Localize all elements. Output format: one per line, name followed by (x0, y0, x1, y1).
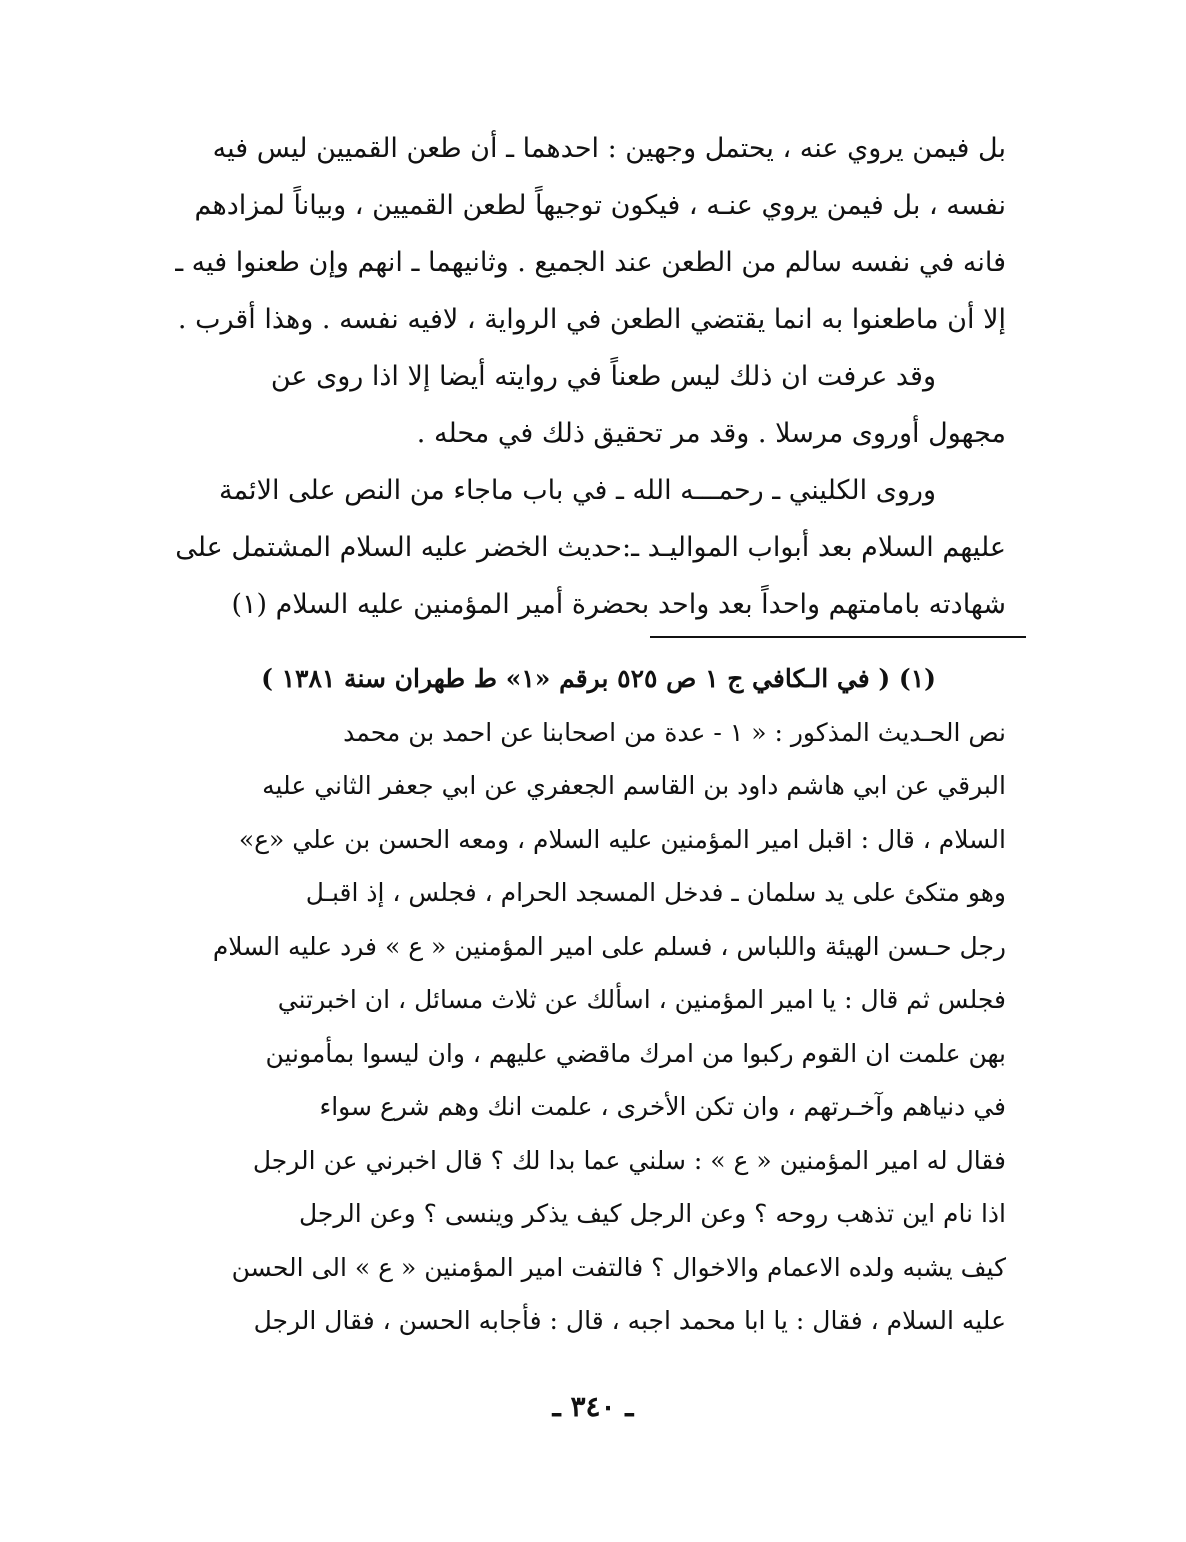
footnote-line: رجل حـسن الهيئة واللباس ، فسلم على امير المؤمنين « ع » فرد عليه السلام (212, 931, 1006, 961)
footnote-line: في دنياهم وآخـرتهم ، وان تكن الأخرى ، علمت انك وهم شرع سواء (319, 1092, 1006, 1121)
text-line: مجهول أوروى مرسلا . وقد مر تحقيق ذلك في محله . (416, 418, 1006, 449)
footnote-reference: (١) ( في الـكافي ج ١ ص ٥٢٥ برقم «١» ط طهران سنة ١٣٨١ ) (261, 664, 936, 693)
text-line: بل فيمن يروي عنه ، يحتمل وجهين : احدهما ـ أن طعن القميين ليس فيه (212, 133, 1006, 164)
main-text-block (160, 120, 1006, 633)
footnote-line: البرقي عن ابي هاشم داود بن القاسم الجعفري عن ابي جعفر الثاني عليه (262, 771, 1006, 800)
page-number: ـ ٣٤٠ ـ (552, 1390, 634, 1423)
text-line: شهادته بامامتهم واحداً بعد واحد بحضرة أمير المؤمنين عليه السلام (١) (231, 589, 1006, 620)
text-line: إلا أن ماطعنوا به انما يقتضي الطعن في الرواية ، لافيه نفسه . وهذا أقرب . (177, 304, 1006, 335)
footnote-line: كيف يشبه ولده الاعمام والاخوال ؟ فالتفت امير المؤمنين « ع » الى الحسن (231, 1252, 1006, 1282)
text-line: وروى الكليني ـ رحمـــه الله ـ في باب ماجاء من النص على الائمة (218, 475, 936, 506)
footnote-line: نص الحـديث المذكور : « ١ - عدة من اصحابنا عن احمد بن محمد (343, 717, 1006, 747)
footnote-line: اذا نام اين تذهب روحه ؟ وعن الرجل كيف يذكر وينسى ؟ وعن الرجل (298, 1199, 1006, 1228)
footnote-line: السلام ، قال : اقبل امير المؤمنين عليه السلام ، ومعه الحسن بن علي «ع» (238, 824, 1006, 854)
footnote-line: وهو متكئ على يد سلمان ـ فدخل المسجد الحرام ، فجلس ، إذ اقبـل (305, 878, 1006, 907)
footnote-line: فجلس ثم قال : يا امير المؤمنين ، اسألك عن ثلاث مسائل ، ان اخبرتني (277, 985, 1006, 1014)
text-line: عليهم السلام بعد أبواب المواليـد ـ:حديث الخضر عليه السلام المشتمل على (175, 532, 1006, 563)
text-line: فانه في نفسه سالم من الطعن عند الجميع . وثانيهما ـ انهم وإن طعنوا فيه ـ (175, 247, 1006, 278)
text-line: نفسه ، بل فيمن يروي عنـه ، فيكون توجيهاً لطعن القميين ، وبياناً لمزادهم (194, 190, 1006, 221)
footnote-line: عليه السلام ، فقال : يا ابا محمد اجبه ، قال : فأجابه الحسن ، فقال الرجل (253, 1306, 1006, 1335)
footnote-line: فقال له امير المؤمنين « ع » : سلني عما بدا لك ؟ قال اخبرني عن الرجل (252, 1145, 1006, 1175)
footnote-divider (650, 636, 1026, 638)
footnote-block (160, 652, 1006, 1348)
footnote-line: بهن علمت ان القوم ركبوا من امرك ماقضي عليهم ، وان ليسوا بمأمونين (265, 1038, 1006, 1068)
text-line: وقد عرفت ان ذلك ليس طعناً في روايته أيضا إلا اذا روى عن (270, 361, 936, 392)
